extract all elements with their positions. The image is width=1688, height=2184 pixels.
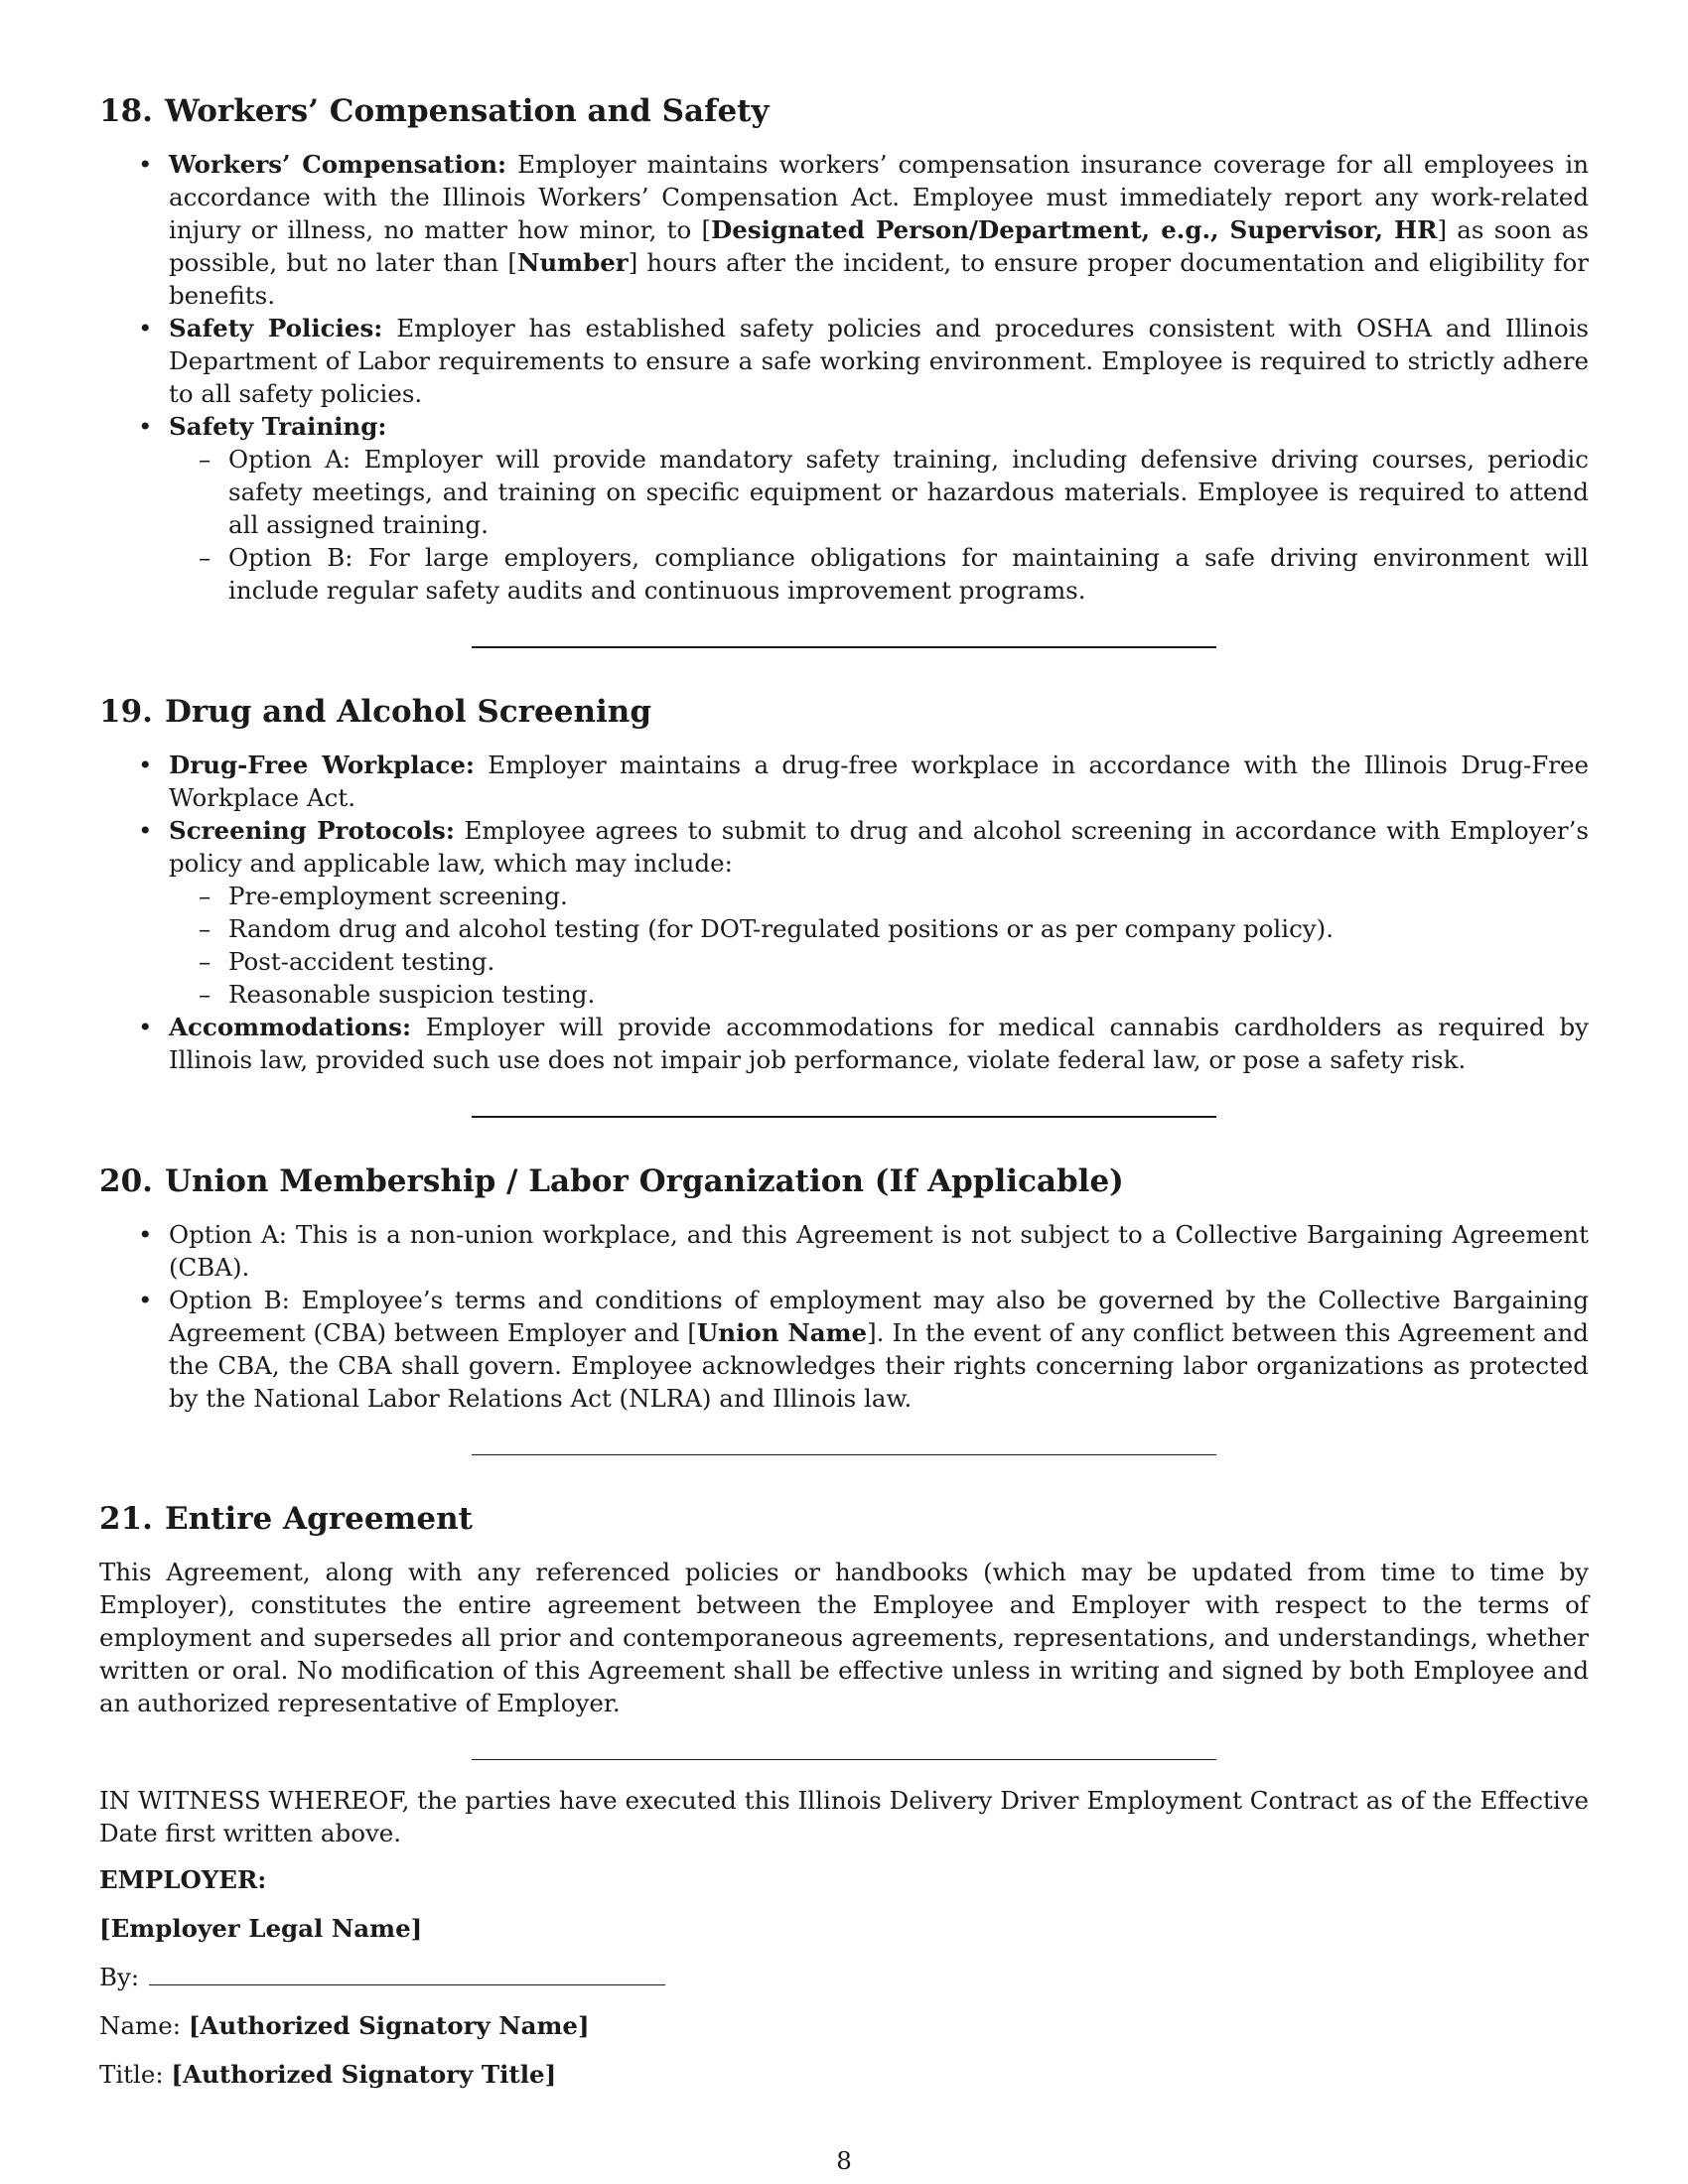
section-20-list	[99, 1218, 1589, 1415]
sub-list-item: – Option B: For large employers, compliance obligations for maintaining a safe driving environment will include regular safety audits and continuous improvement programs.	[228, 541, 1589, 607]
sub-list-item: – Pre-employment screening.	[228, 880, 1589, 912]
signature-line[interactable]	[149, 1963, 665, 1985]
list-item: • Workers’ Compensation: Employer maintains workers’ compensation insurance coverage for all employees in accordance with the Illinois Workers’ Compensation Act. Employee must immediately report any work-related injury or illness, no matter how minor, to [Designated Person/Department, e.g., Supervisor, HR] as soon as possible, but no later than [Number] hours after the incident, to ensure proper documentation and eligibility for benefits.	[169, 148, 1589, 312]
safety-training-options	[169, 443, 1589, 607]
section-21-text: This Agreement, along with any referenced policies or handbooks (which may be updated from time to time by Employer), constitutes the entire agreement between the Employee and Employer with respect to the terms of employment and supersedes all prior and contemporaneous agreements, representations, and understandings, whether written or oral. No modification of this Agreement shall be effective unless in writing and signed by both Employee and an authorized representative of Employer.	[99, 1558, 1589, 1717]
list-item: • Option B: Employee’s terms and conditions of employment may also be governed by the Collective Bargaining Agreement (CBA) between Employer and [Union Name]. In the event of any conflict between this Agreement and the CBA, the CBA shall govern. Employee acknowledges their rights concerning labor organizations as protected by the National Labor Relations Act (NLRA) and Illinois law.	[169, 1284, 1589, 1415]
section-19-list	[99, 749, 1589, 1076]
section-18-heading: 18. Workers’ Compensation and Safety	[99, 93, 770, 129]
section-18-list	[99, 148, 1589, 607]
sub-list-item: – Reasonable suspicion testing.	[228, 978, 1589, 1011]
section-20	[99, 1161, 1589, 1415]
sub-list-item: – Post-accident testing.	[228, 945, 1589, 978]
signatory-title: [Authorized Signatory Title]	[171, 2060, 557, 2089]
title-label: Title:	[99, 2060, 164, 2089]
screening-list	[169, 880, 1589, 1011]
list-item: • Option A: This is a non-union workplace, and this Agreement is not subject to a Collective Bargaining Agreement (CBA).	[169, 1218, 1589, 1284]
by-label: By:	[99, 1963, 140, 1991]
page-number: 8	[836, 2146, 852, 2175]
signatory-name: [Authorized Signatory Name]	[188, 2011, 590, 2040]
name-label: Name:	[99, 2011, 182, 2040]
section-divider	[472, 646, 1216, 648]
signature-heading: EMPLOYER:	[99, 1865, 267, 1894]
employer-legal-name: [Employer Legal Name]	[99, 1914, 423, 1943]
list-item: • Safety Training: – Option A: Employer will provide mandatory safety training, including defensive driving courses, periodic safety meetings, and training on specific equipment or hazardous materials. Employee is required to attend all assigned training. – Option B: For large employers, compliance obligations for maintaining a safe driving environment will include regular safety audits and continuous improvement programs.	[169, 410, 1589, 607]
section-21-heading: 21. Entire Agreement	[99, 1501, 473, 1537]
document-page	[99, 91, 1589, 2091]
witness-statement: IN WITNESS WHEREOF, the parties have executed this Illinois Delivery Driver Employment Contract as of the Effective Date first written above.	[99, 1786, 1589, 1847]
section-divider	[472, 1454, 1216, 1455]
section-divider	[472, 1759, 1216, 1760]
signature-block	[99, 1863, 1589, 2091]
section-20-heading: 20. Union Membership / Labor Organization (If Applicable)	[99, 1163, 1124, 1199]
list-item: • Accommodations: Employer will provide accommodations for medical cannabis cardholders as required by Illinois law, provided such use does not impair job performance, violate federal law, or pose a safety risk.	[169, 1011, 1589, 1076]
section-18	[99, 91, 1589, 607]
section-21	[99, 1499, 1589, 1719]
list-item: • Screening Protocols: Employee agrees to submit to drug and alcohol screening in accordance with Employer’s policy and applicable law, which may include: – Pre-employment screening. – Random drug and alcohol testing (for DOT-regulated positions or as per company policy). – Post-accident testing. – Reasonable suspicion testing.	[169, 814, 1589, 1011]
section-19	[99, 692, 1589, 1076]
sub-list-item: – Option A: Employer will provide mandatory safety training, including defensive driving courses, periodic safety meetings, and training on specific equipment or hazardous materials. Employee is required to attend all assigned training.	[228, 443, 1589, 541]
sub-list-item: – Random drug and alcohol testing (for DOT-regulated positions or as per company policy).	[228, 912, 1589, 945]
list-item: • Drug-Free Workplace: Employer maintains a drug-free workplace in accordance with the Illinois Drug-Free Workplace Act.	[169, 749, 1589, 814]
section-divider	[472, 1116, 1216, 1118]
list-item: • Safety Policies: Employer has established safety policies and procedures consistent with OSHA and Illinois Department of Labor requirements to ensure a safe working environment. Employee is required to strictly adhere to all safety policies.	[169, 312, 1589, 410]
section-19-heading: 19. Drug and Alcohol Screening	[99, 694, 651, 730]
